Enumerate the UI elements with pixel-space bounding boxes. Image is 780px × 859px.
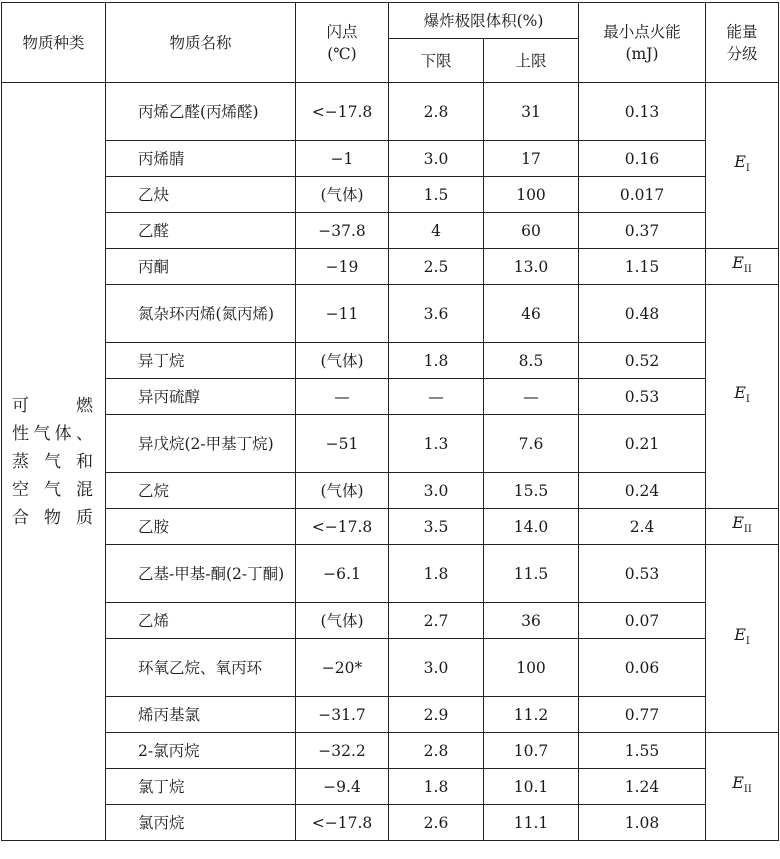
energy-class bbox=[706, 285, 779, 509]
table-body bbox=[2, 83, 779, 841]
substance-name bbox=[106, 769, 296, 805]
substance-name bbox=[106, 473, 296, 509]
lower-limit: 2.9 bbox=[389, 697, 484, 733]
lower-limit: 2.6 bbox=[389, 805, 484, 841]
min-ignition-energy: 0.53 bbox=[579, 545, 706, 603]
table-row bbox=[2, 769, 779, 805]
upper-limit: 11.5 bbox=[484, 545, 579, 603]
table-row bbox=[2, 213, 779, 249]
flash-point: −20* bbox=[296, 639, 389, 697]
category-cell bbox=[2, 83, 106, 841]
category-line: 合物质 bbox=[12, 507, 95, 528]
energy-class-subscript: I bbox=[745, 163, 750, 175]
header-energy-line2: 分级 bbox=[726, 44, 758, 63]
flash-point: −6.1 bbox=[296, 545, 389, 603]
substance-name bbox=[106, 697, 296, 733]
min-ignition-energy: 0.16 bbox=[579, 141, 706, 177]
flash-point: (气体) bbox=[296, 177, 389, 213]
min-ignition-energy: 1.24 bbox=[579, 769, 706, 805]
upper-limit: 10.7 bbox=[484, 733, 579, 769]
substance-name-text: 氯丁烷 bbox=[138, 777, 185, 796]
min-ignition-energy: 1.08 bbox=[579, 805, 706, 841]
upper-limit: 17 bbox=[484, 141, 579, 177]
substance-name bbox=[106, 415, 296, 473]
energy-class bbox=[706, 509, 779, 545]
flash-point: −31.7 bbox=[296, 697, 389, 733]
upper-limit: 11.2 bbox=[484, 697, 579, 733]
flash-point: −9.4 bbox=[296, 769, 389, 805]
substance-name-text: 异丙硫醇 bbox=[138, 387, 201, 406]
header-min-ignition-energy bbox=[579, 3, 706, 83]
energy-class-letter: E bbox=[734, 382, 746, 402]
header-category: 物质种类 bbox=[2, 3, 106, 83]
substance-name-text: 乙烷 bbox=[138, 481, 170, 500]
substance-name bbox=[106, 83, 296, 141]
category-line: 空 气 混 bbox=[12, 479, 95, 500]
substance-name bbox=[106, 733, 296, 769]
lower-limit: 2.8 bbox=[389, 733, 484, 769]
substance-name-text: 乙烯 bbox=[138, 611, 170, 630]
substance-name bbox=[106, 343, 296, 379]
min-ignition-energy: 0.77 bbox=[579, 697, 706, 733]
header-upper-limit: 上限 bbox=[484, 39, 579, 83]
lower-limit: 3.5 bbox=[389, 509, 484, 545]
energy-class-subscript: II bbox=[743, 524, 752, 536]
energy-class bbox=[706, 733, 779, 841]
min-ignition-energy: 0.48 bbox=[579, 285, 706, 343]
table-row bbox=[2, 545, 779, 603]
upper-limit: 14.0 bbox=[484, 509, 579, 545]
header-flash-point bbox=[296, 3, 389, 83]
lower-limit: 2.5 bbox=[389, 249, 484, 285]
energy-class bbox=[706, 249, 779, 285]
header-min-ignition-line2: (mJ) bbox=[625, 44, 659, 63]
table-row bbox=[2, 473, 779, 509]
min-ignition-energy: 0.53 bbox=[579, 379, 706, 415]
lower-limit: 1.3 bbox=[389, 415, 484, 473]
substance-name bbox=[106, 509, 296, 545]
flash-point: <−17.8 bbox=[296, 805, 389, 841]
upper-limit: 7.6 bbox=[484, 415, 579, 473]
energy-class bbox=[706, 83, 779, 249]
substance-name bbox=[106, 285, 296, 343]
min-ignition-energy: 0.24 bbox=[579, 473, 706, 509]
energy-class-subscript: II bbox=[743, 264, 752, 276]
table-row bbox=[2, 177, 779, 213]
min-ignition-energy: 0.37 bbox=[579, 213, 706, 249]
flash-point: (气体) bbox=[296, 473, 389, 509]
min-ignition-energy: 1.55 bbox=[579, 733, 706, 769]
flash-point: −11 bbox=[296, 285, 389, 343]
energy-class-subscript: I bbox=[745, 394, 750, 406]
lower-limit: 4 bbox=[389, 213, 484, 249]
substance-name-text: 丙烯腈 bbox=[138, 149, 185, 168]
substance-name bbox=[106, 177, 296, 213]
header-min-ignition-line1: 最小点火能 bbox=[603, 22, 681, 41]
category-line: 蒸 气 和 bbox=[12, 451, 95, 472]
min-ignition-energy: 1.15 bbox=[579, 249, 706, 285]
header-flash-point-line2: (℃) bbox=[327, 44, 357, 63]
table-row bbox=[2, 509, 779, 545]
substance-name-text: 异丁烷 bbox=[138, 351, 185, 370]
energy-class-letter: E bbox=[732, 772, 744, 792]
energy-class-subscript: II bbox=[743, 784, 752, 796]
substance-name-text: 环氧乙烷、氧丙环 bbox=[138, 658, 263, 677]
table-row bbox=[2, 603, 779, 639]
lower-limit: 1.5 bbox=[389, 177, 484, 213]
substance-name bbox=[106, 545, 296, 603]
energy-class-letter: E bbox=[732, 252, 744, 272]
table-row bbox=[2, 733, 779, 769]
substance-name-text: 烯丙基氯 bbox=[138, 705, 201, 724]
table-row bbox=[2, 285, 779, 343]
lower-limit: 1.8 bbox=[389, 545, 484, 603]
upper-limit: 36 bbox=[484, 603, 579, 639]
upper-limit: 100 bbox=[484, 639, 579, 697]
min-ignition-energy: 0.13 bbox=[579, 83, 706, 141]
upper-limit: 15.5 bbox=[484, 473, 579, 509]
min-ignition-energy: 0.06 bbox=[579, 639, 706, 697]
flash-point: −51 bbox=[296, 415, 389, 473]
lower-limit: — bbox=[389, 379, 484, 415]
lower-limit: 1.8 bbox=[389, 343, 484, 379]
flash-point: — bbox=[296, 379, 389, 415]
substance-name bbox=[106, 805, 296, 841]
header-explosion-limit: 爆炸极限体积(%) bbox=[389, 3, 579, 39]
energy-class-letter: E bbox=[734, 151, 746, 171]
min-ignition-energy: 0.52 bbox=[579, 343, 706, 379]
flash-point: (气体) bbox=[296, 603, 389, 639]
substance-name-text: 2-氯丙烷 bbox=[138, 741, 200, 760]
table-row bbox=[2, 83, 779, 141]
min-ignition-energy: 2.4 bbox=[579, 509, 706, 545]
substance-name-text: 丙酮 bbox=[138, 257, 170, 276]
header-flash-point-line1: 闪点 bbox=[326, 22, 358, 41]
header-energy-line1: 能量 bbox=[726, 22, 758, 41]
upper-limit: 10.1 bbox=[484, 769, 579, 805]
header-name: 物质名称 bbox=[106, 3, 296, 83]
substance-name bbox=[106, 639, 296, 697]
upper-limit: 13.0 bbox=[484, 249, 579, 285]
upper-limit: 11.1 bbox=[484, 805, 579, 841]
category-line: 可 燃 bbox=[12, 395, 95, 416]
substance-name bbox=[106, 603, 296, 639]
table-row bbox=[2, 639, 779, 697]
table-row bbox=[2, 249, 779, 285]
min-ignition-energy: 0.017 bbox=[579, 177, 706, 213]
lower-limit: 3.0 bbox=[389, 473, 484, 509]
table-row bbox=[2, 697, 779, 733]
substance-name bbox=[106, 213, 296, 249]
min-ignition-energy: 0.21 bbox=[579, 415, 706, 473]
substance-name-text: 异戊烷(2-甲基丁烷) bbox=[138, 434, 274, 453]
table-row bbox=[2, 805, 779, 841]
energy-class-letter: E bbox=[732, 512, 744, 532]
lower-limit: 3.0 bbox=[389, 639, 484, 697]
lower-limit: 2.8 bbox=[389, 83, 484, 141]
substance-name-text: 乙基-甲基-酮(2-丁酮) bbox=[138, 564, 285, 583]
energy-class-letter: E bbox=[734, 624, 746, 644]
upper-limit: 31 bbox=[484, 83, 579, 141]
substance-name-text: 乙胺 bbox=[138, 517, 170, 536]
table-row bbox=[2, 379, 779, 415]
flash-point: <−17.8 bbox=[296, 83, 389, 141]
substance-name bbox=[106, 141, 296, 177]
flammable-substances-table bbox=[1, 2, 779, 841]
lower-limit: 2.7 bbox=[389, 603, 484, 639]
substance-name bbox=[106, 249, 296, 285]
table-row bbox=[2, 141, 779, 177]
substance-name-text: 氮杂环丙烯(氮丙烯) bbox=[138, 304, 275, 323]
substance-name-text: 乙醛 bbox=[138, 221, 170, 240]
flash-point: <−17.8 bbox=[296, 509, 389, 545]
table-row bbox=[2, 343, 779, 379]
flash-point: −32.2 bbox=[296, 733, 389, 769]
energy-class-subscript: I bbox=[745, 636, 750, 648]
lower-limit: 1.8 bbox=[389, 769, 484, 805]
category-line: 性气体、 bbox=[12, 423, 95, 444]
flash-point: (气体) bbox=[296, 343, 389, 379]
upper-limit: 46 bbox=[484, 285, 579, 343]
substance-name-text: 氯丙烷 bbox=[138, 813, 185, 832]
energy-class bbox=[706, 545, 779, 733]
lower-limit: 3.6 bbox=[389, 285, 484, 343]
lower-limit: 3.0 bbox=[389, 141, 484, 177]
min-ignition-energy: 0.07 bbox=[579, 603, 706, 639]
flash-point: −19 bbox=[296, 249, 389, 285]
upper-limit: 100 bbox=[484, 177, 579, 213]
upper-limit: 60 bbox=[484, 213, 579, 249]
substance-name bbox=[106, 379, 296, 415]
flash-point: −37.8 bbox=[296, 213, 389, 249]
substance-name-text: 乙炔 bbox=[138, 185, 170, 204]
header-lower-limit: 下限 bbox=[389, 39, 484, 83]
substance-name-text: 丙烯乙醛(丙烯醛) bbox=[138, 102, 259, 121]
upper-limit: 8.5 bbox=[484, 343, 579, 379]
flash-point: −1 bbox=[296, 141, 389, 177]
upper-limit: — bbox=[484, 379, 579, 415]
header-energy-class bbox=[706, 3, 779, 83]
table-row bbox=[2, 415, 779, 473]
